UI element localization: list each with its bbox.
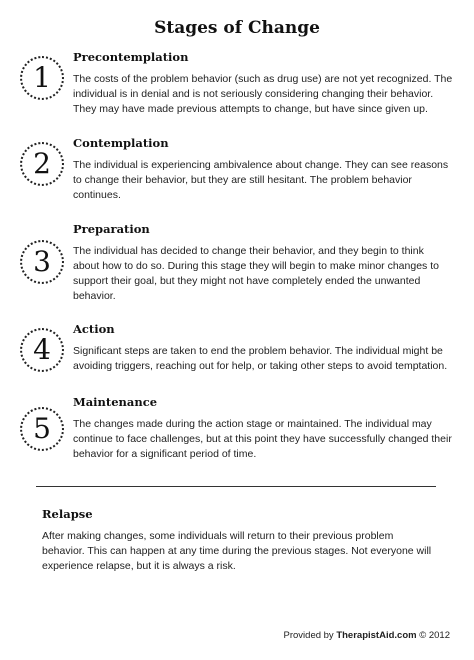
relapse-description: After making changes, some individuals will return to their previous problem behavior. This can happen at any time during the previous stages. Not everyone will experience relapse, but it is always a risk. [42, 530, 432, 572]
footer-brand: TherapistAid.com [336, 630, 417, 641]
stage-number-circle [20, 142, 64, 186]
stage-number: 3 [33, 245, 51, 278]
stage-number: 5 [33, 412, 51, 445]
footer-suffix: © 2012 [416, 630, 450, 641]
stage-number-circle [20, 328, 64, 372]
footer-credit [284, 630, 450, 641]
stage-heading: Action [73, 322, 115, 336]
section-divider [36, 486, 436, 487]
stage-description: Significant steps are taken to end the problem behavior. The individual might be avoiding triggers, reaching out for help, or taking other steps to avoid temptation. [73, 345, 448, 372]
stage-description: The individual has decided to change their behavior, and they begin to think about how to do so. During this stage they will begin to make minor changes to support their goal, but they might not have completely ended the unwanted behavior. [73, 245, 439, 302]
page-title: Stages of Change [154, 18, 320, 38]
stage-number: 2 [33, 147, 51, 180]
stage-description: The costs of the problem behavior (such as drug use) are not yet recognized. The individual is in denial and is not seriously considering changing their behavior. They may have made previous attempts to change, but have since given up. [73, 73, 453, 115]
stage-number-circle [20, 56, 64, 100]
stage-heading: Maintenance [73, 395, 158, 409]
stage-heading: Precontemplation [73, 50, 189, 64]
footer-prefix: Provided by [283, 630, 337, 641]
stage-number-circle [20, 407, 64, 451]
relapse-heading: Relapse [42, 507, 93, 521]
stage-number: 4 [33, 333, 51, 366]
stage-number: 1 [33, 61, 51, 94]
stage-description: The individual is experiencing ambivalence about change. They can see reasons to change their behavior, but they are still hesitant. The problem behavior continues. [73, 159, 449, 201]
stage-heading: Contemplation [73, 136, 169, 150]
stage-heading: Preparation [73, 222, 150, 236]
stage-number-circle [20, 240, 64, 284]
stage-description: The changes made during the action stage or maintained. The individual may continue to face challenges, but at this point they have successfully changed their behavior for a significant period of time. [73, 418, 452, 460]
